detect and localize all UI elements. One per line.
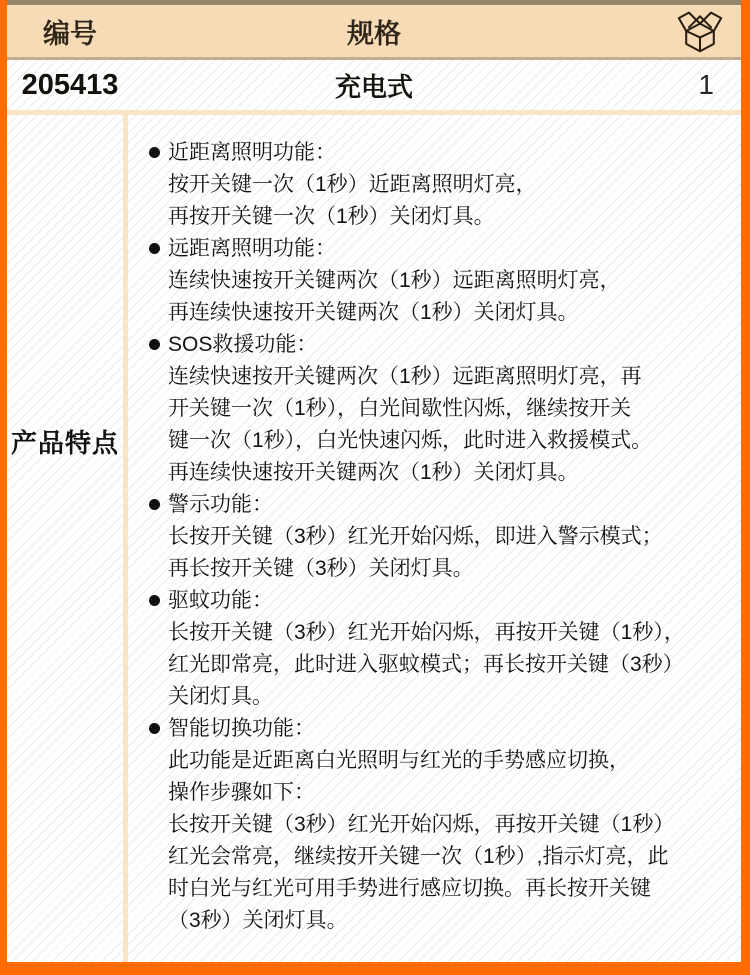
feature-line: 再按开关键一次（1秒）关闭灯具。 xyxy=(168,205,495,228)
features-content-cell xyxy=(128,115,741,962)
feature-line: 长按开关键（3秒）红光开始闪烁，即进入警示模式； xyxy=(168,525,663,548)
feature-item xyxy=(150,489,733,585)
product-spec: 充电式 xyxy=(334,71,413,102)
feature-item xyxy=(150,713,733,937)
column-header-id: 编号 xyxy=(43,18,97,49)
features-list xyxy=(150,137,733,937)
feature-item xyxy=(150,329,733,489)
feature-line: 再长按开关键（3秒）关闭灯具。 xyxy=(168,557,474,580)
feature-title: 驱蚊功能： xyxy=(168,589,273,612)
feature-item xyxy=(150,233,733,329)
bullet-icon xyxy=(149,595,160,606)
feature-item xyxy=(150,585,733,713)
feature-title: 远距离照明功能： xyxy=(168,237,336,260)
bullet-icon xyxy=(149,499,160,510)
features-label-cell xyxy=(7,115,128,962)
table-header-row xyxy=(7,5,741,60)
product-row xyxy=(7,60,741,115)
feature-line: 按开关键一次（1秒）近距离照明灯亮， xyxy=(168,173,537,196)
feature-line: 长按开关键（3秒）红光开始闪烁，再按开关键（1秒） xyxy=(168,813,675,836)
bullet-icon xyxy=(149,147,160,158)
bullet-icon xyxy=(149,339,160,350)
bullet-icon xyxy=(149,243,160,254)
open-box-icon xyxy=(677,7,723,55)
feature-line: 键一次（1秒），白光快速闪烁，此时进入救援模式。 xyxy=(168,429,653,452)
column-header-packaging xyxy=(677,7,741,55)
table xyxy=(7,5,741,962)
feature-line: 关闭灯具。 xyxy=(168,685,273,708)
product-id: 205413 xyxy=(21,68,119,101)
top-strip xyxy=(7,0,741,5)
feature-line: 操作步骤如下： xyxy=(168,781,315,804)
column-header-spec: 规格 xyxy=(347,18,401,49)
features-row xyxy=(7,115,741,962)
feature-line: 再连续快速按开关键两次（1秒）关闭灯具。 xyxy=(168,301,579,324)
feature-line: 此功能是近距离白光照明与红光的手势感应切换， xyxy=(168,749,630,772)
feature-item xyxy=(150,137,733,233)
feature-line: 连续快速按开关键两次（1秒）远距离照明灯亮，再 xyxy=(168,365,642,388)
feature-line: 红光即常亮，此时进入驱蚊模式；再长按开关键（3秒） xyxy=(168,653,684,676)
right-frame-bar xyxy=(741,0,750,975)
feature-line: 开关键一次（1秒），白光间歇性闪烁，继续按开关 xyxy=(168,397,632,420)
bullet-icon xyxy=(149,723,160,734)
feature-line: 长按开关键（3秒）红光开始闪烁，再按开关键（1秒）， xyxy=(168,621,685,644)
product-pack-qty: 1 xyxy=(698,69,714,100)
feature-title: 智能切换功能： xyxy=(168,717,315,740)
feature-title: SOS救援功能： xyxy=(168,333,318,356)
feature-title: 警示功能： xyxy=(168,493,273,516)
feature-title: 近距离照明功能： xyxy=(168,141,336,164)
bottom-frame-bar xyxy=(0,962,750,975)
feature-line: 连续快速按开关键两次（1秒）远距离照明灯亮， xyxy=(168,269,621,292)
feature-line: 时白光与红光可用手势进行感应切换。再长按开关键 xyxy=(168,877,651,900)
feature-line: 红光会常亮，继续按开关键一次（1秒）,指示灯亮，此 xyxy=(168,845,669,868)
left-frame-bar xyxy=(0,0,7,975)
feature-line: （3秒）关闭灯具。 xyxy=(168,909,348,932)
feature-line: 再连续快速按开关键两次（1秒）关闭灯具。 xyxy=(168,461,579,484)
features-row-label: 产品特点 xyxy=(10,428,119,458)
